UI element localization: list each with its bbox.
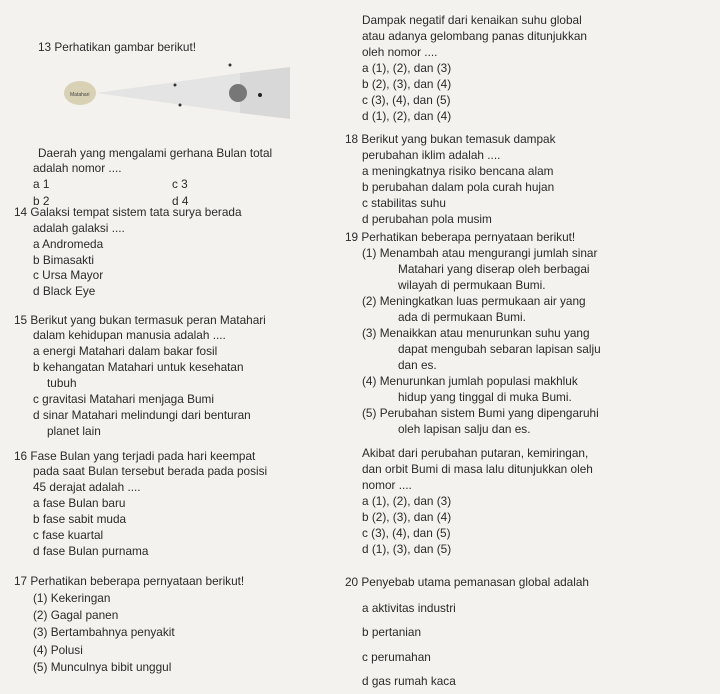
q18-stem: 18 Berikut yang bukan temasuk dampak xyxy=(345,132,556,146)
q17-continued-2: atau adanya gelombang panas ditunjukkan xyxy=(362,29,587,43)
sun-label: Matahari xyxy=(70,92,90,98)
q19-question-3: nomor .... xyxy=(362,478,412,492)
q19-statement-4-cont: hidup yang tinggal di muka Bumi. xyxy=(398,390,572,404)
q15-option-a[interactable]: a energi Matahari dalam bakar fosil xyxy=(33,344,218,358)
q19-stem: 19 Perhatikan beberapa pernyataan berikut! xyxy=(345,230,576,244)
q18-option-d[interactable]: d perubahan pola musim xyxy=(362,212,492,226)
q13-option-a[interactable]: a 1 xyxy=(33,177,50,191)
q20-stem: 20 Penyebab utama pemanasan global adalah xyxy=(345,575,589,589)
q20-option-c[interactable]: c perumahan xyxy=(362,650,431,664)
q18-option-a[interactable]: a meningkatnya risiko bencana alam xyxy=(362,164,554,178)
q15-stem: 15 Berikut yang bukan termasuk peran Matahari xyxy=(14,313,266,327)
q14-stem-2: adalah galaksi .... xyxy=(33,221,125,235)
q18-option-c[interactable]: c stabilitas suhu xyxy=(362,196,446,210)
q17-item-1: (1) Kekeringan xyxy=(33,591,111,605)
q15-option-d[interactable]: d sinar Matahari melindungi dari benturan xyxy=(33,408,251,422)
q19-option-b[interactable]: b (2), (3), dan (4) xyxy=(362,510,452,524)
q19-statement-1-cont2: wilayah di permukaan Bumi. xyxy=(398,278,546,292)
q17-item-2: (2) Gagal panen xyxy=(33,608,119,622)
q19-question: Akibat dari perubahan putaran, kemiringan, xyxy=(362,446,589,460)
q19-statement-2: (2) Meningkatkan luas permukaan air yang xyxy=(362,294,586,308)
q16-option-d[interactable]: d fase Bulan purnama xyxy=(33,544,149,558)
q19-statement-3-cont: dapat mengubah sebaran lapisan salju xyxy=(398,342,601,356)
q20-option-a[interactable]: a aktivitas industri xyxy=(362,601,456,615)
q20-option-d[interactable]: d gas rumah kaca xyxy=(362,674,456,688)
q19-statement-5-cont: oleh lapisan salju dan es. xyxy=(398,422,531,436)
q17-continued-3: oleh nomor .... xyxy=(362,45,438,59)
q19-option-c[interactable]: c (3), (4), dan (5) xyxy=(362,526,451,540)
q14-option-c[interactable]: c Ursa Mayor xyxy=(33,268,104,282)
q19-statement-4: (4) Menurunkan jumlah populasi makhluk xyxy=(362,374,578,388)
q19-option-d[interactable]: d (1), (3), dan (5) xyxy=(362,542,452,556)
q17-continued-1: Dampak negatif dari kenaikan suhu global xyxy=(362,13,582,27)
q13-stem: 13 Perhatikan gambar berikut! xyxy=(38,40,197,54)
q17-item-5: (5) Munculnya bibit unggul xyxy=(33,660,172,674)
q15-stem-2: dalam kehidupan manusia adalah .... xyxy=(33,328,226,342)
q15-option-b[interactable]: b kehangatan Matahari untuk kesehatan xyxy=(33,360,244,374)
q16-option-c[interactable]: c fase kuartal xyxy=(33,528,104,542)
q16-option-b[interactable]: b fase sabit muda xyxy=(33,512,127,526)
q17-option-b[interactable]: b (2), (3), dan (4) xyxy=(362,77,452,91)
q19-statement-3: (3) Menaikkan atau menurunkan suhu yang xyxy=(362,326,590,340)
q13-option-b[interactable]: b 2 xyxy=(33,194,50,208)
q17-stem: 17 Perhatikan beberapa pernyataan berikut! xyxy=(14,574,245,588)
q15-option-d-cont: planet lain xyxy=(47,424,101,438)
q19-statement-1-cont: Matahari yang diserap oleh berbagai xyxy=(398,262,590,276)
q19-question-2: dan orbit Bumi di masa lalu ditunjukkan oleh xyxy=(362,462,593,476)
q16-stem-3: 45 derajat adalah .... xyxy=(33,480,141,494)
q14-option-b[interactable]: b Bimasakti xyxy=(33,253,94,267)
q14-option-a[interactable]: a Andromeda xyxy=(33,237,104,251)
q18-option-b[interactable]: b perubahan dalam pola curah hujan xyxy=(362,180,555,194)
q19-statement-1: (1) Menambah atau mengurangi jumlah sinar xyxy=(362,246,598,260)
q13-option-d[interactable]: d 4 xyxy=(172,194,189,208)
q19-statement-2-cont: ada di permukaan Bumi. xyxy=(398,310,526,324)
q16-option-a[interactable]: a fase Bulan baru xyxy=(33,496,126,510)
q17-option-c[interactable]: c (3), (4), dan (5) xyxy=(362,93,451,107)
q14-stem: 14 Galaksi tempat sistem tata surya berada xyxy=(14,205,242,219)
q18-stem-2: perubahan iklim adalah .... xyxy=(362,148,501,162)
q19-statement-5: (5) Perubahan sistem Bumi yang dipengaruhi xyxy=(362,406,599,420)
q16-stem: 16 Fase Bulan yang terjadi pada hari keempat xyxy=(14,449,256,463)
q16-stem-2: pada saat Bulan tersebut berada pada posisi xyxy=(33,464,268,478)
q17-option-d[interactable]: d (1), (2), dan (4) xyxy=(362,109,452,123)
q19-option-a[interactable]: a (1), (2), dan (3) xyxy=(362,494,452,508)
q20-option-b[interactable]: b pertanian xyxy=(362,625,422,639)
q17-item-3: (3) Bertambahnya penyakit xyxy=(33,625,175,639)
q15-option-b-cont: tubuh xyxy=(47,376,77,390)
q13-question-2: adalah nomor .... xyxy=(33,161,122,175)
earth-icon xyxy=(229,84,247,102)
eclipse-figure xyxy=(60,55,310,125)
q14-option-d[interactable]: d Black Eye xyxy=(33,284,96,298)
q17-option-a[interactable]: a (1), (2), dan (3) xyxy=(362,61,452,75)
q19-statement-3-cont2: dan es. xyxy=(398,358,437,372)
q13-question: Daerah yang mengalami gerhana Bulan total xyxy=(38,146,273,160)
q13-option-c[interactable]: c 3 xyxy=(172,177,188,191)
q15-option-c[interactable]: c gravitasi Matahari menjaga Bumi xyxy=(33,392,214,406)
q17-item-4: (4) Polusi xyxy=(33,643,83,657)
